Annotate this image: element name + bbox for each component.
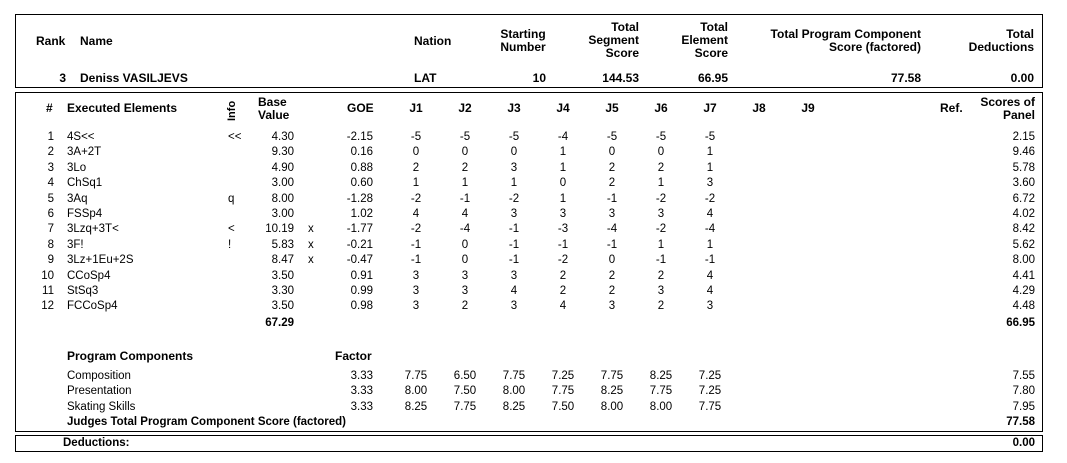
element-number: 6 <box>47 208 54 220</box>
element-judge-score: 2 <box>461 161 469 174</box>
deductions-label: Deductions: <box>63 437 130 449</box>
element-panel-score: 5.62 <box>1012 238 1035 251</box>
element-info: < <box>228 223 235 236</box>
element-judge-score: 0 <box>608 254 616 267</box>
element-judge-score: -4 <box>459 223 471 236</box>
element-panel-score: 3.60 <box>1012 177 1035 190</box>
skater-nation: LAT <box>414 71 437 85</box>
element-base-value: 4.90 <box>271 161 294 174</box>
element-judge-score: 3 <box>608 208 616 220</box>
element-judge-score: 1 <box>559 192 567 205</box>
element-base-value: 3.30 <box>271 285 294 297</box>
element-judge-score: 2 <box>559 269 567 282</box>
element-judge-score: 1 <box>559 146 567 159</box>
element-judge-score: -1 <box>606 238 618 251</box>
element-panel-score: 8.00 <box>1012 254 1035 267</box>
element-judge-score: -2 <box>410 223 422 236</box>
element-number: 1 <box>47 131 54 143</box>
elements-header-judge: J5 <box>605 101 619 115</box>
elements-total-score: 66.95 <box>1006 317 1035 329</box>
header-total-element-score: Total Element Score <box>681 20 728 60</box>
element-goe: -0.21 <box>346 238 373 251</box>
elements-total-bv: 67.29 <box>265 317 294 329</box>
element-judge-score: 3 <box>657 208 665 220</box>
element-judge-score: 0 <box>461 146 469 159</box>
elements-header-judge: J2 <box>458 101 472 115</box>
element-judge-score: -1 <box>459 192 471 205</box>
header-nation: Nation <box>414 34 452 48</box>
element-goe: -1.28 <box>346 192 373 205</box>
element-base-value: 8.00 <box>271 192 294 205</box>
component-name: Composition <box>67 370 131 382</box>
element-panel-score: 9.46 <box>1012 146 1035 159</box>
element-judge-score: 3 <box>412 269 420 282</box>
element-name: 3Lo <box>67 161 87 174</box>
component-factor: 3.33 <box>350 370 373 382</box>
skater-deductions: 0.00 <box>1010 71 1034 85</box>
element-judge-score: -2 <box>704 192 716 205</box>
element-judge-score: 0 <box>412 146 420 159</box>
element-judge-score: -1 <box>508 223 520 236</box>
element-judge-score: 3 <box>461 269 469 282</box>
element-panel-score: 4.02 <box>1012 208 1035 220</box>
elements-header-info: Info <box>226 100 238 121</box>
element-judge-score: 2 <box>608 161 616 174</box>
element-judge-score: -2 <box>557 254 569 267</box>
component-judge-score: 8.25 <box>649 370 673 382</box>
element-number: 5 <box>47 192 54 205</box>
element-name: StSq3 <box>67 285 99 297</box>
element-judge-score: 1 <box>657 177 665 190</box>
element-bonus-marker: x <box>308 254 314 267</box>
element-judge-score: -5 <box>459 131 471 143</box>
element-goe: -2.15 <box>346 131 373 143</box>
element-judge-score: -2 <box>410 192 422 205</box>
element-number: 3 <box>47 161 54 174</box>
elements-header-judge: J3 <box>507 101 521 115</box>
element-number: 9 <box>47 254 54 267</box>
element-panel-score: 4.41 <box>1012 269 1035 282</box>
element-base-value: 4.30 <box>271 131 294 143</box>
element-judge-score: 3 <box>412 285 420 297</box>
elements-header-elements: Executed Elements <box>67 101 178 115</box>
element-judge-score: 1 <box>706 238 714 251</box>
element-number: 2 <box>47 146 54 159</box>
components-header-label: Program Components <box>67 349 194 363</box>
element-judge-score: -5 <box>410 131 422 143</box>
element-judge-score: 1 <box>657 238 665 251</box>
elements-header-goe: GOE <box>347 101 374 115</box>
element-judge-score: -2 <box>508 192 520 205</box>
element-judge-score: -1 <box>704 254 716 267</box>
element-info: << <box>228 131 242 143</box>
header-total-segment-score: Total Segment Score <box>588 20 639 60</box>
element-judge-score: -5 <box>655 131 667 143</box>
element-judge-score: 2 <box>657 269 665 282</box>
element-judge-score: 1 <box>510 177 518 190</box>
element-judge-score: 3 <box>510 208 518 220</box>
skater-tes: 66.95 <box>697 71 728 85</box>
elements-header-scores: Scores of Panel <box>980 95 1035 122</box>
elements-header-judge: J1 <box>409 101 423 115</box>
element-judge-score: 0 <box>461 238 469 251</box>
element-panel-score: 6.72 <box>1012 192 1035 205</box>
element-judge-score: 4 <box>412 208 420 220</box>
component-judge-score: 7.50 <box>453 385 477 398</box>
elements-header-base-value: Base Value <box>258 95 290 122</box>
component-judge-score: 7.75 <box>404 370 428 382</box>
element-base-value: 3.50 <box>271 300 294 313</box>
element-bonus-marker: x <box>308 238 314 251</box>
element-base-value: 3.00 <box>271 177 294 190</box>
component-panel-score: 7.95 <box>1012 400 1035 413</box>
element-judge-score: -1 <box>606 192 618 205</box>
elements-header-judge: J9 <box>801 101 815 115</box>
elements-header-judge: J4 <box>556 101 570 115</box>
element-name: 3Lz+1Eu+2S <box>67 254 134 267</box>
skater-name: Deniss VASILJEVS <box>80 71 188 85</box>
element-judge-score: 1 <box>706 146 714 159</box>
element-judge-score: -1 <box>410 254 422 267</box>
component-name: Presentation <box>67 385 132 398</box>
component-judge-score: 7.75 <box>649 385 673 398</box>
elements-header-judge: J7 <box>703 101 717 115</box>
component-judge-score: 7.75 <box>600 370 624 382</box>
element-base-value: 3.50 <box>271 269 294 282</box>
component-judge-score: 8.00 <box>600 400 624 413</box>
element-judge-score: -4 <box>606 223 618 236</box>
components-total-score: 77.58 <box>1006 416 1035 428</box>
element-judge-score: -2 <box>655 192 667 205</box>
element-name: 3Aq <box>67 192 88 205</box>
elements-header-ref: Ref. <box>940 101 963 115</box>
element-goe: 0.88 <box>350 161 373 174</box>
component-panel-score: 7.55 <box>1012 370 1035 382</box>
element-judge-score: 3 <box>461 285 469 297</box>
element-panel-score: 2.15 <box>1012 131 1035 143</box>
component-judge-score: 8.00 <box>502 385 526 398</box>
element-judge-score: 2 <box>608 177 616 190</box>
element-judge-score: 0 <box>510 146 518 159</box>
element-goe: -0.47 <box>346 254 373 267</box>
element-goe: 0.99 <box>350 285 373 297</box>
element-judge-score: 3 <box>706 300 714 313</box>
element-judge-score: -3 <box>557 223 569 236</box>
element-name: ChSq1 <box>67 177 103 190</box>
element-goe: 0.98 <box>350 300 373 313</box>
element-info: ! <box>228 238 232 251</box>
component-judge-score: 7.75 <box>551 385 575 398</box>
element-goe: 1.02 <box>350 208 373 220</box>
element-number: 7 <box>47 223 54 236</box>
element-judge-score: 2 <box>608 285 616 297</box>
element-judge-score: 0 <box>559 177 567 190</box>
element-judge-score: -5 <box>704 131 716 143</box>
element-panel-score: 4.29 <box>1012 285 1035 297</box>
element-judge-score: 1 <box>559 161 567 174</box>
component-judge-score: 8.00 <box>649 400 673 413</box>
component-judge-score: 8.00 <box>404 385 428 398</box>
component-factor: 3.33 <box>350 400 373 413</box>
elements-header-num: # <box>46 101 53 115</box>
element-judge-score: -1 <box>508 254 520 267</box>
header-total-pcs: Total Program Component Score (factored) <box>770 27 921 54</box>
element-base-value: 10.19 <box>265 223 294 236</box>
component-judge-score: 7.50 <box>551 400 575 413</box>
header-rank: Rank <box>36 34 66 48</box>
deductions-value: 0.00 <box>1012 437 1035 449</box>
element-panel-score: 4.48 <box>1012 300 1035 313</box>
component-judge-score: 7.75 <box>698 400 722 413</box>
element-judge-score: 4 <box>461 208 469 220</box>
element-goe: 0.60 <box>350 177 373 190</box>
skater-starting-number: 10 <box>532 71 546 85</box>
element-base-value: 9.30 <box>271 146 294 159</box>
element-name: 3A+2T <box>67 146 102 159</box>
skater-tss: 144.53 <box>602 71 639 85</box>
element-judge-score: 2 <box>412 161 420 174</box>
element-info: q <box>228 192 235 205</box>
element-judge-score: -1 <box>508 238 520 251</box>
element-judge-score: 3 <box>559 208 567 220</box>
component-judge-score: 7.25 <box>698 385 722 398</box>
deductions-box <box>15 435 1043 452</box>
element-base-value: 8.47 <box>271 254 294 267</box>
element-judge-score: 2 <box>657 300 665 313</box>
elements-header-judge: J8 <box>752 101 766 115</box>
element-judge-score: -2 <box>655 223 667 236</box>
element-name: CCoSp4 <box>67 269 111 282</box>
components-total-label: Judges Total Program Component Score (factored) <box>67 416 347 428</box>
element-judge-score: 3 <box>706 177 714 190</box>
element-name: 3Lzq+3T< <box>67 223 119 236</box>
element-judge-score: 0 <box>608 146 616 159</box>
element-panel-score: 5.78 <box>1012 161 1035 174</box>
component-judge-score: 7.75 <box>453 400 477 413</box>
element-base-value: 5.83 <box>271 238 294 251</box>
component-judge-score: 8.25 <box>600 385 624 398</box>
element-judge-score: -1 <box>410 238 422 251</box>
element-base-value: 3.00 <box>271 208 294 220</box>
element-number: 11 <box>42 285 54 297</box>
element-judge-score: -1 <box>655 254 667 267</box>
component-judge-score: 7.25 <box>551 370 575 382</box>
element-judge-score: 3 <box>510 269 518 282</box>
header-total-deductions: Total Deductions <box>968 27 1034 54</box>
element-number: 4 <box>47 177 54 190</box>
component-judge-score: 6.50 <box>453 370 477 382</box>
element-name: FSSp4 <box>67 208 103 220</box>
element-judge-score: -5 <box>508 131 520 143</box>
element-name: 3F! <box>67 238 84 251</box>
component-judge-score: 8.25 <box>404 400 428 413</box>
element-judge-score: 4 <box>706 208 714 220</box>
element-judge-score: 0 <box>657 146 665 159</box>
component-judge-score: 8.25 <box>502 400 526 413</box>
element-judge-score: 2 <box>657 161 665 174</box>
element-judge-score: -4 <box>557 131 569 143</box>
element-judge-score: 2 <box>559 285 567 297</box>
element-judge-score: 3 <box>657 285 665 297</box>
element-judge-score: -4 <box>704 223 716 236</box>
header-name: Name <box>80 34 113 48</box>
component-judge-score: 7.75 <box>502 370 526 382</box>
element-judge-score: 4 <box>706 285 714 297</box>
element-number: 8 <box>47 238 54 251</box>
components-header-factor: Factor <box>335 349 372 363</box>
element-judge-score: 4 <box>559 300 567 313</box>
skater-rank: 3 <box>59 71 66 85</box>
element-judge-score: 3 <box>412 300 420 313</box>
element-judge-score: 2 <box>461 300 469 313</box>
component-factor: 3.33 <box>350 385 373 398</box>
component-judge-score: 7.25 <box>698 370 722 382</box>
element-goe: 0.91 <box>350 269 373 282</box>
component-name: Skating Skills <box>67 400 136 413</box>
element-panel-score: 8.42 <box>1012 223 1035 236</box>
element-goe: 0.16 <box>350 146 373 159</box>
element-judge-score: 3 <box>608 300 616 313</box>
element-judge-score: 1 <box>706 161 714 174</box>
elements-header-judge: J6 <box>654 101 668 115</box>
element-judge-score: 3 <box>510 300 518 313</box>
element-judge-score: 0 <box>461 254 469 267</box>
element-name: FCCoSp4 <box>67 300 118 313</box>
element-judge-score: -1 <box>557 238 569 251</box>
element-judge-score: 1 <box>461 177 469 190</box>
element-judge-score: 3 <box>510 161 518 174</box>
header-starting-number: Starting Number <box>500 27 546 54</box>
element-name: 4S<< <box>67 131 95 143</box>
element-judge-score: 4 <box>510 285 518 297</box>
element-goe: -1.77 <box>346 223 373 236</box>
component-panel-score: 7.80 <box>1012 385 1035 398</box>
element-judge-score: 4 <box>706 269 714 282</box>
element-judge-score: 2 <box>608 269 616 282</box>
element-number: 12 <box>41 300 54 313</box>
element-judge-score: -5 <box>606 131 618 143</box>
skater-pcs: 77.58 <box>890 71 921 85</box>
element-judge-score: 1 <box>412 177 420 190</box>
element-number: 10 <box>41 269 54 282</box>
element-bonus-marker: x <box>308 223 314 236</box>
